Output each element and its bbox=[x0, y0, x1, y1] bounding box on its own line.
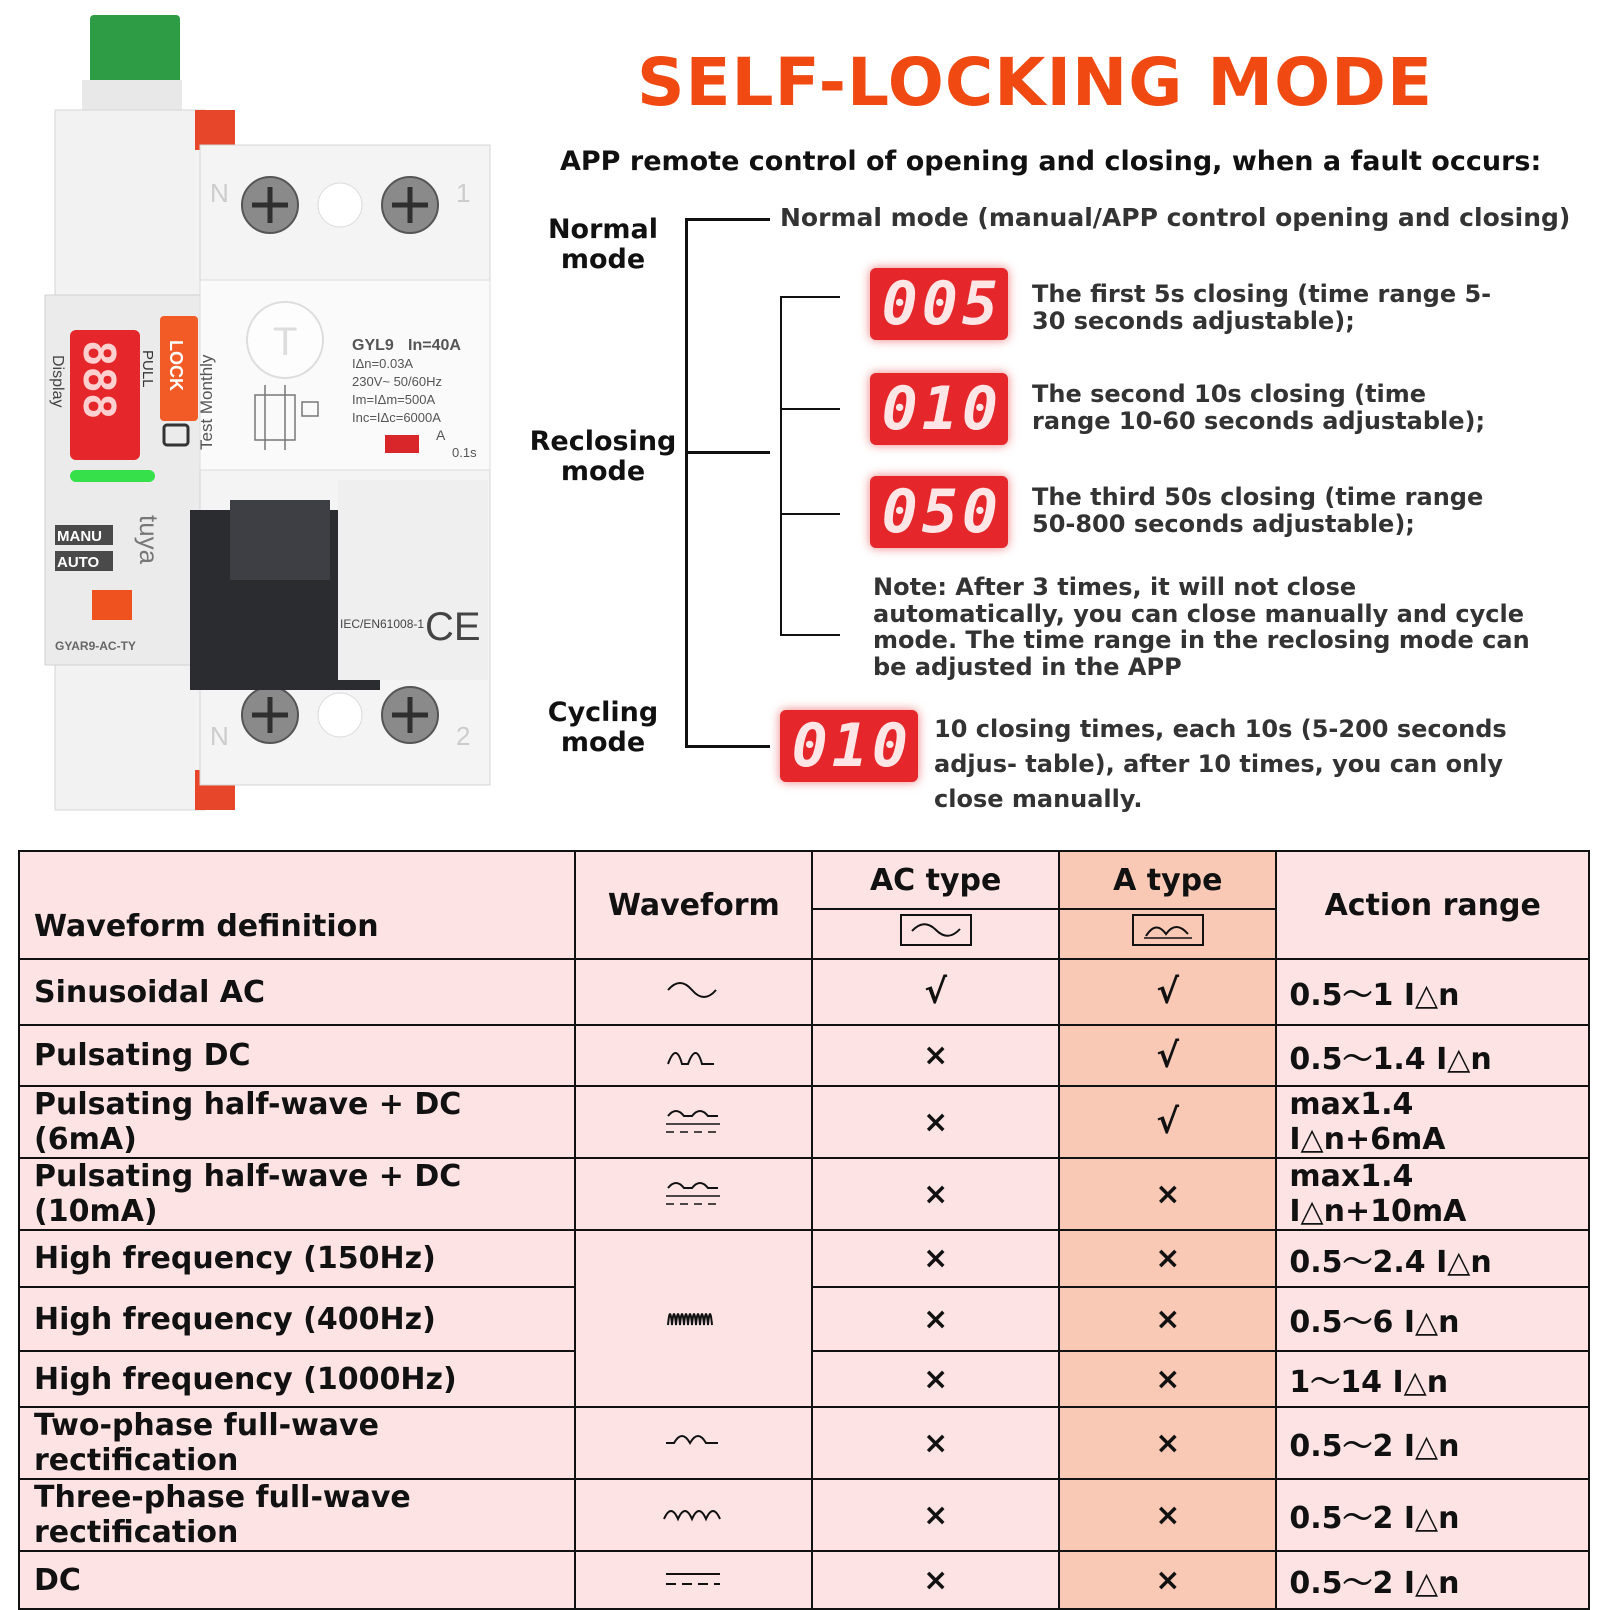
row-action-range: max1.4 I△n+10mA bbox=[1276, 1158, 1589, 1230]
cycling-desc: 10 closing times, each 10s (5-200 seconds adjus- table), after 10 times, you can only close manually. bbox=[934, 715, 1507, 813]
header-a-type: A type bbox=[1059, 851, 1276, 909]
row-definition: Pulsating half-wave + DC (6mA) bbox=[19, 1086, 575, 1158]
row-action-range: max1.4 I△n+6mA bbox=[1276, 1086, 1589, 1158]
a-type-icon bbox=[1132, 914, 1204, 946]
a-type-symbol bbox=[1059, 909, 1276, 959]
row-definition: Sinusoidal AC bbox=[19, 959, 575, 1025]
row-waveform bbox=[575, 1158, 812, 1230]
cycling-mode-label: Cycling mode bbox=[547, 697, 659, 758]
status-led bbox=[70, 470, 155, 482]
sub-bracket-1 bbox=[780, 296, 840, 298]
row-waveform bbox=[575, 1025, 812, 1086]
row-ac-type-mark: × bbox=[812, 1287, 1059, 1351]
table-row bbox=[19, 1230, 1589, 1287]
row-ac-type-mark: × bbox=[812, 1351, 1059, 1407]
reclosing-mode-label: Reclosing mode bbox=[529, 426, 677, 487]
row-ac-type-mark: × bbox=[812, 1086, 1059, 1158]
header-waveform: Waveform bbox=[575, 851, 812, 959]
row-action-range: 1～14 I△n bbox=[1276, 1351, 1589, 1407]
spec-line-2: 230V~ 50/60Hz bbox=[352, 374, 442, 389]
subtitle: APP remote control of opening and closing, when a fault occurs: bbox=[560, 146, 1542, 177]
row-a-type-mark: × bbox=[1059, 1230, 1276, 1287]
display-value: 010 bbox=[791, 711, 912, 781]
current-rating: In=40A bbox=[408, 337, 461, 354]
ac-type-symbol bbox=[812, 909, 1059, 959]
row-ac-type-mark: × bbox=[812, 1551, 1059, 1609]
row-definition: High frequency (400Hz) bbox=[19, 1287, 575, 1351]
sub-bracket-3 bbox=[780, 513, 840, 515]
row-a-type-mark: × bbox=[1059, 1479, 1276, 1551]
row-a-type-mark: × bbox=[1059, 1407, 1276, 1479]
breaker-illustration bbox=[40, 10, 510, 840]
ce-mark: CE bbox=[425, 605, 481, 649]
row-waveform bbox=[575, 959, 812, 1025]
row-waveform bbox=[575, 1230, 812, 1407]
page-title: SELF-LOCKING MODE bbox=[636, 44, 1434, 121]
bracket-cycling bbox=[685, 745, 770, 748]
table-row bbox=[19, 1479, 1589, 1551]
reclosing-display-1 bbox=[870, 268, 1008, 340]
row-action-range: 0.5～1 I△n bbox=[1276, 959, 1589, 1025]
row-waveform bbox=[575, 1407, 812, 1479]
half-wave-dc-waveform-icon bbox=[662, 1176, 726, 1208]
pulsating-dc-waveform-icon bbox=[662, 1038, 726, 1070]
terminal-1: 1 bbox=[456, 178, 471, 208]
display-label: Display bbox=[49, 355, 66, 408]
reclosing-sub-bracket bbox=[780, 296, 782, 636]
row-ac-type-mark: × bbox=[812, 1230, 1059, 1287]
pull-label: PULL bbox=[139, 350, 156, 388]
header-ac-type: AC type bbox=[812, 851, 1059, 909]
row-waveform bbox=[575, 1086, 812, 1158]
terminal-n-top: N bbox=[210, 178, 229, 208]
row-ac-type-mark: × bbox=[812, 1479, 1059, 1551]
display-value: 050 bbox=[881, 477, 1002, 547]
table-row bbox=[19, 959, 1589, 1025]
row-action-range: 0.5～6 I△n bbox=[1276, 1287, 1589, 1351]
standard-label: IEC/EN61008-1 bbox=[340, 617, 425, 631]
two-phase-waveform-icon bbox=[662, 1425, 726, 1457]
row-definition: High frequency (1000Hz) bbox=[19, 1351, 575, 1407]
row-a-type-mark: √ bbox=[1059, 1086, 1276, 1158]
type-a-label: A bbox=[436, 427, 446, 443]
row-a-type-mark: × bbox=[1059, 1551, 1276, 1609]
auto-label: AUTO bbox=[57, 554, 100, 571]
svg-text:T: T bbox=[273, 320, 298, 364]
half-wave-dc-waveform-icon bbox=[662, 1104, 726, 1136]
table-row bbox=[19, 1025, 1589, 1086]
row-definition: Three-phase full-wave rectification bbox=[19, 1479, 575, 1551]
spec-line-1: IΔn=0.03A bbox=[352, 356, 414, 371]
trip-indicator bbox=[385, 435, 419, 453]
sub-bracket-4 bbox=[780, 634, 840, 636]
row-action-range: 0.5～2 I△n bbox=[1276, 1551, 1589, 1609]
waveform-table bbox=[18, 850, 1590, 1610]
table-row bbox=[19, 1086, 1589, 1158]
row-a-type-mark: × bbox=[1059, 1351, 1276, 1407]
row-waveform bbox=[575, 1551, 812, 1609]
mode-switch[interactable] bbox=[92, 590, 132, 620]
terminal-n-bottom: N bbox=[210, 721, 229, 751]
bracket-reclosing bbox=[685, 451, 770, 454]
svg-text:LOCK: LOCK bbox=[166, 340, 186, 391]
row-ac-type-mark: × bbox=[812, 1158, 1059, 1230]
ac-type-icon bbox=[900, 914, 972, 946]
header-definition: Waveform definition bbox=[19, 851, 575, 959]
table-row bbox=[19, 1158, 1589, 1230]
reclosing-display-2 bbox=[870, 373, 1008, 445]
reclosing-desc-3: The third 50s closing (time range 50-800 seconds adjustable); bbox=[1032, 483, 1484, 538]
row-action-range: 0.5～1.4 I△n bbox=[1276, 1025, 1589, 1086]
row-a-type-mark: √ bbox=[1059, 1025, 1276, 1086]
display-value: 005 bbox=[881, 269, 1002, 339]
svg-text:888: 888 bbox=[73, 340, 124, 420]
row-definition: Two-phase full-wave rectification bbox=[19, 1407, 575, 1479]
row-definition: High frequency (150Hz) bbox=[19, 1230, 575, 1287]
manu-label: MANU bbox=[57, 528, 102, 545]
table-row bbox=[19, 1551, 1589, 1609]
row-action-range: 0.5～2 I△n bbox=[1276, 1479, 1589, 1551]
reclosing-desc-2: The second 10s closing (time range 10-60 seconds adjustable); bbox=[1032, 380, 1486, 435]
row-a-type-mark: √ bbox=[1059, 959, 1276, 1025]
brand-logo: tuya bbox=[134, 515, 164, 565]
sine-waveform-icon bbox=[662, 974, 726, 1006]
row-action-range: 0.5～2.4 I△n bbox=[1276, 1230, 1589, 1287]
normal-mode-desc: Normal mode (manual/APP control opening and closing) bbox=[780, 203, 1571, 232]
row-ac-type-mark: √ bbox=[812, 959, 1059, 1025]
test-monthly-label: Test Monthly bbox=[197, 354, 216, 450]
row-ac-type-mark: × bbox=[812, 1407, 1059, 1479]
three-phase-waveform-icon bbox=[662, 1497, 726, 1529]
cycling-display bbox=[780, 710, 918, 782]
row-definition: DC bbox=[19, 1551, 575, 1609]
display-value: 010 bbox=[881, 374, 1002, 444]
terminal-2: 2 bbox=[456, 721, 471, 751]
row-waveform bbox=[575, 1479, 812, 1551]
row-a-type-mark: × bbox=[1059, 1158, 1276, 1230]
row-definition: Pulsating half-wave + DC (10mA) bbox=[19, 1158, 575, 1230]
spec-line-3: Im=IΔm=500A bbox=[352, 392, 436, 407]
model-number: GYL9 bbox=[352, 337, 394, 354]
trip-time: 0.1s bbox=[452, 445, 477, 460]
high-frequency-waveform-icon bbox=[662, 1301, 726, 1333]
normal-mode-label: Normal mode bbox=[547, 214, 659, 275]
reclosing-desc-1: The first 5s closing (time range 5-30 seconds adjustable); bbox=[1032, 280, 1492, 335]
row-definition: Pulsating DC bbox=[19, 1025, 575, 1086]
row-ac-type-mark: × bbox=[812, 1025, 1059, 1086]
bracket-vertical bbox=[685, 218, 688, 748]
table-row bbox=[19, 1407, 1589, 1479]
reclosing-note: Note: After 3 times, it will not close automatically, you can close manually and cycle mode. The time range in the reclosing mode can be adjusted in the APP bbox=[873, 573, 1530, 681]
sub-bracket-2 bbox=[780, 408, 840, 410]
dc-waveform-icon bbox=[662, 1562, 726, 1594]
spec-line-4: Inc=IΔc=6000A bbox=[352, 410, 441, 425]
reclosing-display-3 bbox=[870, 476, 1008, 548]
model-code: GYAR9-AC-TY bbox=[55, 639, 136, 653]
row-a-type-mark: × bbox=[1059, 1287, 1276, 1351]
header-action-range: Action range bbox=[1276, 851, 1589, 959]
bracket-normal bbox=[685, 218, 770, 221]
row-action-range: 0.5～2 I△n bbox=[1276, 1407, 1589, 1479]
